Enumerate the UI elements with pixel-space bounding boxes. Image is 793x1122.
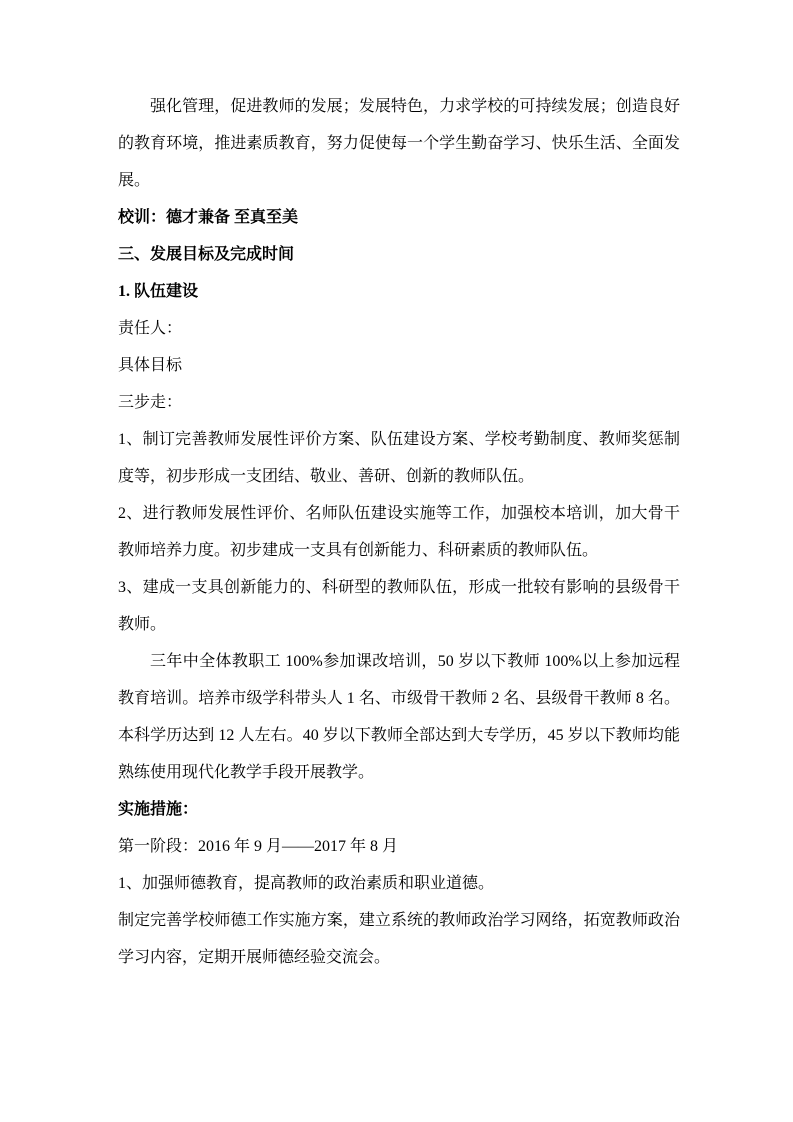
document-paragraph: 三年中全体教职工 100%参加课改培训，50 岁以下教师 100%以上参加远程教育培训。培养市级学科带头人 1 名、市级骨干教师 2 名、县级骨干教师 8 名。本科学历达到 12 人左右。40 岁以下教师全部达到大专学历，45 岁以下教师均能熟练使用现代化教学手段开展教学。 — [118, 653, 680, 781]
document-paragraph: 1、制订完善教师发展性评价方案、队伍建设方案、学校考勤制度、教师奖惩制度等，初步形成一支团结、敬业、善研、创新的教师队伍。 — [118, 431, 680, 485]
document-heading: 三、发展目标及完成时间 — [118, 246, 295, 263]
document-paragraph: 具体目标 — [118, 357, 183, 374]
document-paragraph: 1、加强师德教育，提高教师的政治素质和职业道德。 — [118, 875, 495, 892]
document-heading: 1. 队伍建设 — [118, 283, 199, 300]
document-heading: 校训：德才兼备 至真至美 — [118, 209, 299, 226]
document-paragraph: 强化管理，促进教师的发展；发展特色，力求学校的可持续发展；创造良好的教育环境，推进素质教育，努力促使每一个学生勤奋学习、快乐生活、全面发展。 — [118, 98, 680, 189]
document-paragraph: 责任人： — [118, 320, 183, 337]
document-paragraph: 制定完善学校师德工作实施方案，建立系统的教师政治学习网络，拓宽教师政治学习内容，定期开展师德经验交流会。 — [118, 912, 680, 966]
document-heading: 实施措施： — [118, 801, 199, 818]
document-paragraph: 3、建成一支具创新能力的、科研型的教师队伍，形成一批较有影响的县级骨干教师。 — [118, 579, 680, 633]
document-paragraph: 三步走： — [118, 394, 183, 411]
document-paragraph: 第一阶段：2016 年 9 月——2017 年 8 月 — [118, 838, 399, 855]
document-paragraph: 2、进行教师发展性评价、名师队伍建设实施等工作，加强校本培训，加大骨干教师培养力度。初步建成一支具有创新能力、科研素质的教师队伍。 — [118, 505, 680, 559]
